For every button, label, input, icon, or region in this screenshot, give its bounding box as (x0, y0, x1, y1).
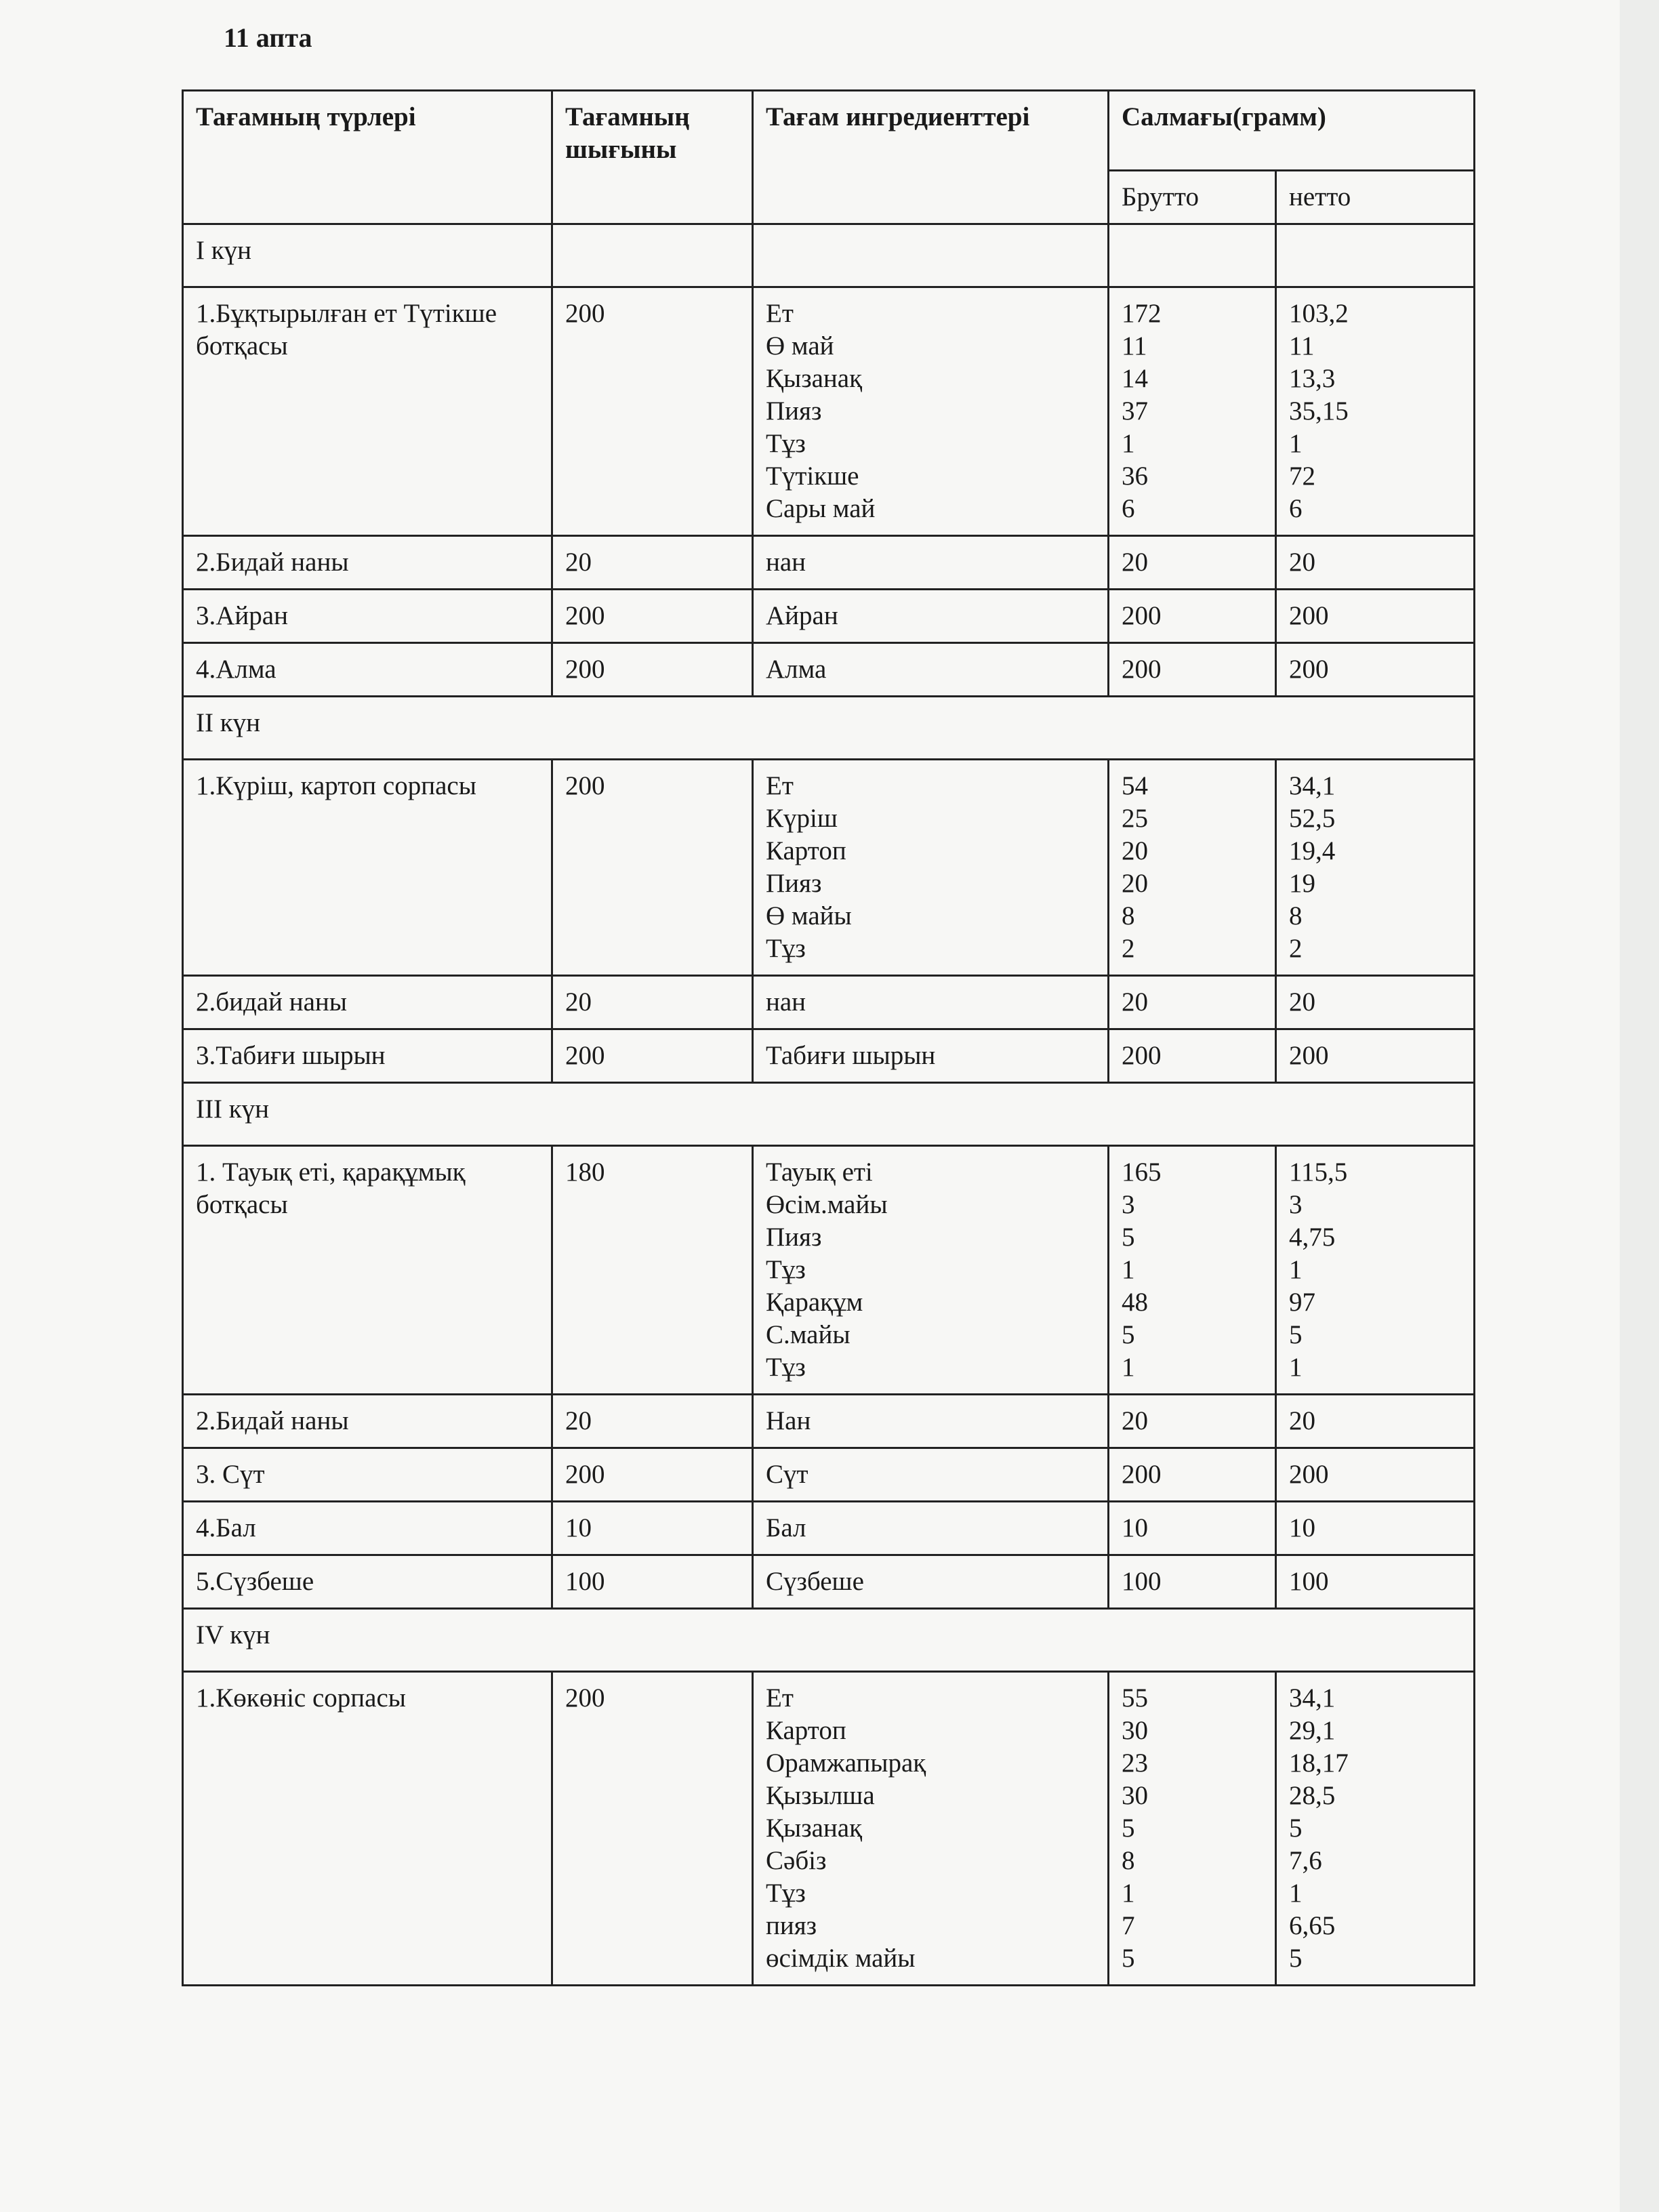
dish-row (183, 760, 1475, 976)
ingredient-name: Картоп (766, 1716, 846, 1745)
brutto-value: 30 (1122, 1781, 1148, 1810)
netto-list (1276, 1448, 1475, 1502)
dish-row (183, 1555, 1475, 1609)
ingredient-list (753, 1672, 1109, 1986)
ingredient-name: Тұз (766, 1255, 806, 1284)
dish-name: 4.Алма (183, 643, 552, 697)
netto-value: 1 (1289, 429, 1303, 458)
brutto-value: 55 (1122, 1683, 1148, 1713)
dish-row (183, 1029, 1475, 1083)
ingredient-name: Ет (766, 771, 794, 800)
brutto-value: 200 (1122, 1041, 1162, 1070)
brutto-value: 37 (1122, 396, 1148, 426)
ingredient-name: Сәбіз (766, 1846, 827, 1875)
brutto-value: 5 (1122, 1814, 1135, 1843)
netto-list (1276, 1146, 1475, 1395)
brutto-value: 5 (1122, 1944, 1135, 1973)
ingredient-name: нан (766, 987, 806, 1017)
netto-value: 8 (1289, 901, 1303, 930)
netto-value: 97 (1289, 1288, 1315, 1317)
brutto-value: 172 (1122, 299, 1162, 328)
ingredient-name: Табиғи шырын (766, 1041, 936, 1070)
netto-value: 19 (1289, 869, 1315, 898)
dish-row (183, 1448, 1475, 1502)
ingredient-list (753, 1029, 1109, 1083)
brutto-list (1109, 1029, 1276, 1083)
ingredient-name: пияз (766, 1911, 817, 1940)
brutto-value: 1 (1122, 429, 1135, 458)
netto-value: 200 (1289, 1041, 1329, 1070)
day-row (183, 697, 1475, 760)
netto-list (1276, 760, 1475, 976)
brutto-list (1109, 643, 1276, 697)
netto-value: 28,5 (1289, 1781, 1336, 1810)
brutto-value: 7 (1122, 1911, 1135, 1940)
ingredient-list (753, 590, 1109, 643)
ingredient-name: Ет (766, 1683, 794, 1713)
ingredient-name: Алма (766, 655, 827, 684)
brutto-list (1109, 976, 1276, 1029)
ingredient-list (753, 760, 1109, 976)
week-label: 11 апта (224, 22, 312, 53)
brutto-list (1109, 287, 1276, 536)
netto-value: 5 (1289, 1814, 1303, 1843)
brutto-value: 2 (1122, 934, 1135, 963)
brutto-value: 100 (1122, 1567, 1162, 1596)
dish-output: 200 (552, 1448, 753, 1502)
ingredient-name: нан (766, 548, 806, 577)
ingredient-name: Нан (766, 1406, 811, 1435)
netto-value: 5 (1289, 1320, 1303, 1349)
dish-output: 20 (552, 536, 753, 590)
brutto-value: 20 (1122, 836, 1148, 865)
ingredient-list (753, 1146, 1109, 1395)
ingredient-name: Тұз (766, 1353, 806, 1382)
netto-value: 34,1 (1289, 771, 1336, 800)
netto-value: 11 (1289, 331, 1315, 361)
brutto-list (1109, 536, 1276, 590)
ingredient-name: Картоп (766, 836, 846, 865)
netto-value: 7,6 (1289, 1846, 1322, 1875)
ingredient-list (753, 1448, 1109, 1502)
dish-output: 200 (552, 287, 753, 536)
brutto-value: 20 (1122, 1406, 1148, 1435)
netto-value: 2 (1289, 934, 1303, 963)
brutto-value: 3 (1122, 1190, 1135, 1219)
ingredient-name: Тауық еті (766, 1158, 873, 1187)
dish-row (183, 1395, 1475, 1448)
ingredient-name: Пияз (766, 869, 822, 898)
header-dish-types: Тағамның түрлері (183, 91, 552, 224)
netto-value: 5 (1289, 1944, 1303, 1973)
day-label: I күн (183, 224, 552, 287)
ingredient-list (753, 536, 1109, 590)
netto-value: 35,15 (1289, 396, 1349, 426)
netto-value: 115,5 (1289, 1158, 1348, 1187)
brutto-value: 1 (1122, 1255, 1135, 1284)
brutto-value: 5 (1122, 1320, 1135, 1349)
brutto-value: 20 (1122, 869, 1148, 898)
ingredient-name: Пияз (766, 396, 822, 426)
netto-value: 10 (1289, 1513, 1315, 1542)
ingredient-name: Қарақұм (766, 1288, 863, 1317)
ingredient-name: Тұз (766, 429, 806, 458)
dish-name: 3.Табиғи шырын (183, 1029, 552, 1083)
ingredient-name: Сүзбеше (766, 1567, 864, 1596)
brutto-value: 8 (1122, 901, 1135, 930)
brutto-list (1109, 1448, 1276, 1502)
netto-list (1276, 1502, 1475, 1555)
netto-value: 18,17 (1289, 1748, 1349, 1778)
ingredient-name: Өсім.майы (766, 1190, 888, 1219)
dish-name: 1.Көкөніс сорпасы (183, 1672, 552, 1986)
netto-value: 29,1 (1289, 1716, 1336, 1745)
brutto-value: 36 (1122, 462, 1148, 491)
ingredient-name: Түтікше (766, 462, 859, 491)
ingredient-name: Ө май (766, 331, 834, 361)
ingredient-name: С.майы (766, 1320, 851, 1349)
brutto-value: 10 (1122, 1513, 1148, 1542)
brutto-value: 11 (1122, 331, 1147, 361)
netto-list (1276, 1395, 1475, 1448)
netto-list (1276, 1029, 1475, 1083)
brutto-value: 1 (1122, 1353, 1135, 1382)
menu-body (183, 224, 1475, 1986)
brutto-list (1109, 1555, 1276, 1609)
dish-output: 100 (552, 1555, 753, 1609)
ingredient-list (753, 1555, 1109, 1609)
day-label: II күн (183, 697, 1475, 760)
netto-value: 72 (1289, 462, 1315, 491)
netto-value: 19,4 (1289, 836, 1336, 865)
header-dish-output: Тағамның шығыны (552, 91, 753, 224)
brutto-value: 200 (1122, 1460, 1162, 1489)
ingredient-name: Ет (766, 299, 794, 328)
dish-name: 2.Бидай наны (183, 1395, 552, 1448)
dish-output: 20 (552, 976, 753, 1029)
ingredient-name: Тұз (766, 934, 806, 963)
brutto-list (1109, 590, 1276, 643)
netto-value: 1 (1289, 1879, 1303, 1908)
netto-value: 20 (1289, 987, 1315, 1017)
dish-row (183, 976, 1475, 1029)
dish-row (183, 643, 1475, 697)
dish-row (183, 1146, 1475, 1395)
brutto-value: 8 (1122, 1846, 1135, 1875)
dish-name: 1.Күріш, картоп сорпасы (183, 760, 552, 976)
netto-value: 34,1 (1289, 1683, 1336, 1713)
brutto-value: 1 (1122, 1879, 1135, 1908)
empty-cell (552, 224, 753, 287)
brutto-value: 14 (1122, 364, 1148, 393)
netto-value: 1 (1289, 1353, 1303, 1382)
netto-value: 200 (1289, 655, 1329, 684)
brutto-value: 20 (1122, 987, 1148, 1017)
brutto-value: 54 (1122, 771, 1148, 800)
ingredient-list (753, 643, 1109, 697)
header-ingredients: Тағам ингредиенттері (753, 91, 1109, 224)
brutto-value: 30 (1122, 1716, 1148, 1745)
ingredient-name: Айран (766, 601, 838, 630)
netto-value: 6 (1289, 494, 1303, 523)
menu-table (182, 89, 1475, 1986)
netto-list (1276, 287, 1475, 536)
brutto-value: 200 (1122, 655, 1162, 684)
day-row (183, 224, 1475, 287)
ingredient-list (753, 1502, 1109, 1555)
dish-output: 200 (552, 1029, 753, 1083)
dish-name: 5.Сүзбеше (183, 1555, 552, 1609)
netto-value: 6,65 (1289, 1911, 1336, 1940)
dish-name: 4.Бал (183, 1502, 552, 1555)
netto-value: 100 (1289, 1567, 1329, 1596)
header-brutto: Брутто (1109, 171, 1276, 224)
netto-value: 52,5 (1289, 804, 1336, 833)
ingredient-name: Пияз (766, 1223, 822, 1252)
dish-row (183, 536, 1475, 590)
ingredient-name: Қызылша (766, 1781, 875, 1810)
dish-output: 20 (552, 1395, 753, 1448)
brutto-value: 6 (1122, 494, 1135, 523)
dish-name: 2.Бидай наны (183, 536, 552, 590)
brutto-list (1109, 1502, 1276, 1555)
header-netto: нетто (1276, 171, 1475, 224)
header-weight: Салмағы(грамм) (1109, 91, 1475, 171)
dish-output: 200 (552, 1672, 753, 1986)
dish-row (183, 287, 1475, 536)
brutto-value: 165 (1122, 1158, 1162, 1187)
brutto-value: 48 (1122, 1288, 1148, 1317)
ingredient-name: өсімдік майы (766, 1944, 916, 1973)
dish-name: 1.Бұқтырылған ет Түтікше ботқасы (183, 287, 552, 536)
dish-row (183, 1502, 1475, 1555)
netto-list (1276, 1555, 1475, 1609)
ingredient-list (753, 976, 1109, 1029)
netto-list (1276, 1672, 1475, 1986)
dish-name: 2.бидай наны (183, 976, 552, 1029)
day-label: III күн (183, 1083, 1475, 1146)
netto-list (1276, 536, 1475, 590)
empty-cell (1276, 224, 1475, 287)
day-row (183, 1609, 1475, 1672)
ingredient-name: Бал (766, 1513, 806, 1542)
netto-value: 4,75 (1289, 1223, 1336, 1252)
netto-value: 20 (1289, 548, 1315, 577)
dish-output: 200 (552, 760, 753, 976)
brutto-list (1109, 1146, 1276, 1395)
netto-list (1276, 590, 1475, 643)
ingredient-name: Сары май (766, 494, 876, 523)
ingredient-name: Орамжапырақ (766, 1748, 926, 1778)
netto-list (1276, 643, 1475, 697)
dish-row (183, 1672, 1475, 1986)
dish-name: 1. Тауық еті, қарақұмық ботқасы (183, 1146, 552, 1395)
netto-value: 3 (1289, 1190, 1303, 1219)
brutto-value: 5 (1122, 1223, 1135, 1252)
empty-cell (753, 224, 1109, 287)
brutto-list (1109, 1395, 1276, 1448)
ingredient-name: Күріш (766, 804, 838, 833)
dish-name: 3.Айран (183, 590, 552, 643)
dish-name: 3. Сүт (183, 1448, 552, 1502)
dish-output: 10 (552, 1502, 753, 1555)
netto-value: 200 (1289, 1460, 1329, 1489)
brutto-list (1109, 1672, 1276, 1986)
ingredient-name: Сүт (766, 1460, 808, 1489)
ingredient-list (753, 287, 1109, 536)
day-row (183, 1083, 1475, 1146)
ingredient-name: Қызанақ (766, 1814, 863, 1843)
netto-list (1276, 976, 1475, 1029)
empty-cell (1109, 224, 1276, 287)
brutto-value: 20 (1122, 548, 1148, 577)
netto-value: 1 (1289, 1255, 1303, 1284)
dish-row (183, 590, 1475, 643)
ingredient-list (753, 1395, 1109, 1448)
brutto-value: 23 (1122, 1748, 1148, 1778)
netto-value: 13,3 (1289, 364, 1336, 393)
day-label: IV күн (183, 1609, 1475, 1672)
netto-value: 200 (1289, 601, 1329, 630)
dish-output: 180 (552, 1146, 753, 1395)
ingredient-name: Тұз (766, 1879, 806, 1908)
ingredient-name: Ө майы (766, 901, 852, 930)
netto-value: 103,2 (1289, 299, 1349, 328)
ingredient-name: Қызанақ (766, 364, 863, 393)
brutto-value: 25 (1122, 804, 1148, 833)
dish-output: 200 (552, 590, 753, 643)
netto-value: 20 (1289, 1406, 1315, 1435)
brutto-value: 200 (1122, 601, 1162, 630)
dish-output: 200 (552, 643, 753, 697)
brutto-list (1109, 760, 1276, 976)
